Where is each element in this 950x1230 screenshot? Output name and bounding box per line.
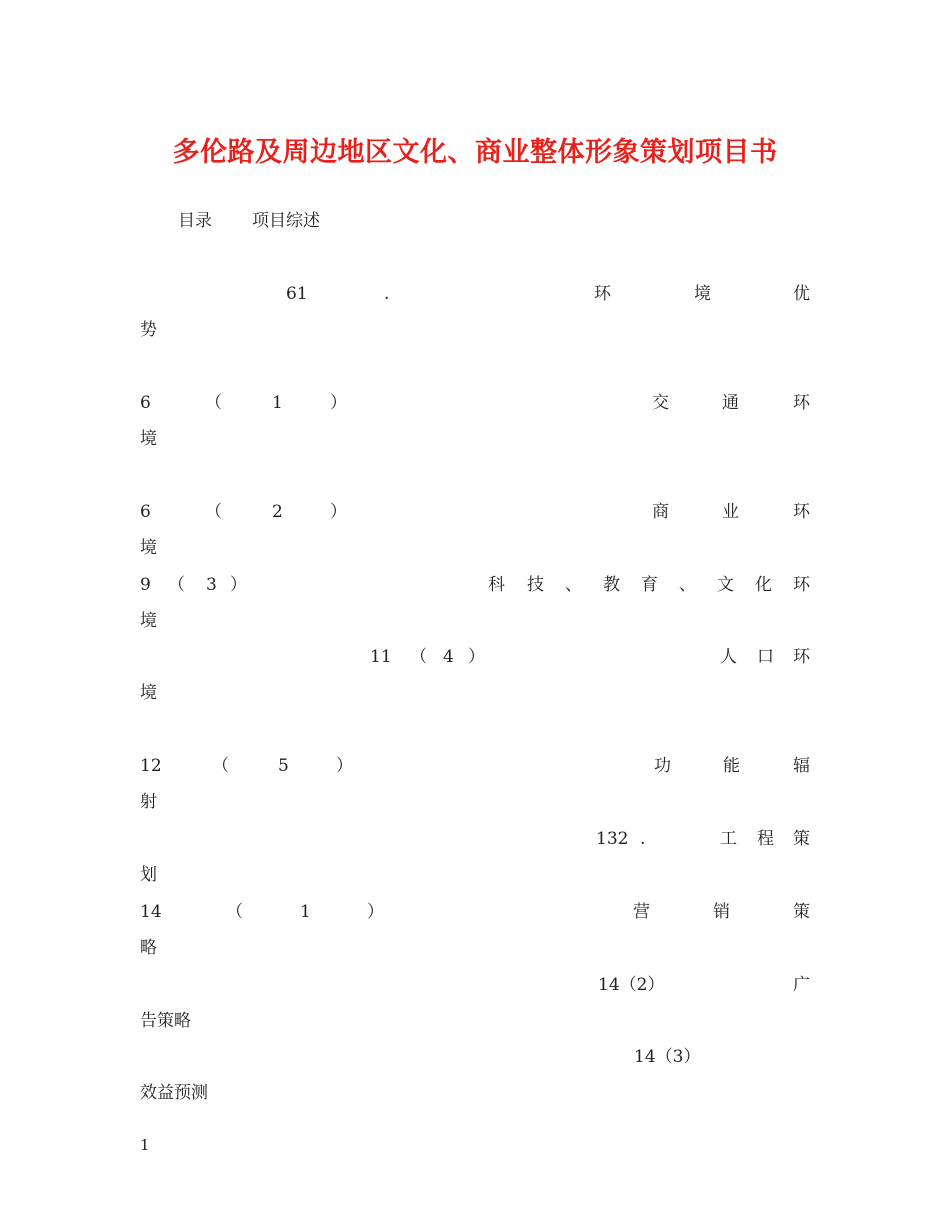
overview-label: 项目综述 [252, 211, 320, 231]
entry-char: 化 [755, 575, 772, 595]
entry-char: 辐 [793, 756, 810, 776]
entry-open-paren: （ [212, 756, 229, 776]
entry-open-paren: （ [168, 575, 185, 595]
entry-char: 环 [793, 647, 810, 667]
entry-char: 能 [723, 756, 740, 776]
entry-char: 环 [594, 284, 611, 304]
entry-wrap: 告策略 [140, 1011, 191, 1031]
entry-char: 广 [793, 975, 810, 995]
entry-page: 14 [140, 902, 162, 922]
entry-close-paren: ） [367, 902, 384, 922]
entry-page: 12 [140, 756, 162, 776]
entry-char: 、 [679, 575, 696, 595]
entry-page: 6 [140, 502, 151, 522]
entry-number: 1 [300, 902, 311, 922]
entry-page: 11 [370, 647, 392, 667]
entry-char: 通 [722, 393, 739, 413]
entry-char: 境 [694, 284, 711, 304]
entry-open-paren: （ [226, 902, 243, 922]
entry-char: 人 [720, 647, 737, 667]
entry-page-text: 14（2） [598, 975, 665, 995]
page-number: 1 [140, 1136, 150, 1154]
entry-page: 6 [140, 393, 151, 413]
entry-close-paren: ） [468, 647, 485, 667]
document-title: 多伦路及周边地区文化、商业整体形象策划项目书 [172, 137, 778, 168]
entry-char: 营 [633, 902, 650, 922]
entry-wrap: 射 [140, 792, 157, 812]
toc-label: 目录 [178, 211, 212, 231]
entry-char: 环 [793, 575, 810, 595]
entry-char: 口 [757, 647, 774, 667]
entry-char: 业 [722, 502, 739, 522]
entry-char: 工 [720, 829, 737, 849]
entry-number: 2 [272, 502, 283, 522]
entry-char: 育 [641, 575, 658, 595]
entry-number: 3 [206, 575, 217, 595]
entry-open-paren: （ [205, 393, 222, 413]
entry-char: 商 [652, 502, 669, 522]
entry-wrap: 境 [140, 683, 157, 703]
entry-marker: . [384, 284, 390, 304]
entry-number: 5 [278, 756, 289, 776]
entry-wrap: 境 [140, 611, 157, 631]
entry-char: 环 [793, 502, 810, 522]
entry-wrap: 势 [140, 320, 157, 340]
entry-char: 策 [793, 902, 810, 922]
entry-number: 1 [272, 393, 283, 413]
entry-close-paren: ） [330, 502, 347, 522]
entry-marker: . [640, 829, 646, 849]
entry-page: 61 [286, 284, 308, 304]
entry-char: 销 [713, 902, 730, 922]
entry-open-paren: （ [205, 502, 222, 522]
entry-close-paren: ） [336, 756, 353, 776]
entry-char: 环 [793, 393, 810, 413]
entry-wrap: 境 [140, 429, 157, 449]
entry-close-paren: ） [230, 575, 247, 595]
entry-char: 优 [793, 284, 810, 304]
entry-char: 功 [654, 756, 671, 776]
entry-page: 9 [140, 575, 151, 595]
entry-char: 教 [603, 575, 620, 595]
entry-char: 、 [565, 575, 582, 595]
entry-wrap: 效益预测 [140, 1083, 208, 1103]
entry-char: 文 [717, 575, 734, 595]
entry-page: 132 [596, 829, 629, 849]
entry-char: 技 [527, 575, 544, 595]
entry-char: 策 [793, 829, 810, 849]
entry-page-text: 14（3） [634, 1047, 701, 1067]
entry-char: 程 [757, 829, 774, 849]
entry-char: 科 [488, 575, 505, 595]
entry-wrap: 略 [140, 938, 157, 958]
entry-number: 4 [443, 647, 454, 667]
entry-char: 交 [652, 393, 669, 413]
entry-wrap: 境 [140, 538, 157, 558]
entry-open-paren: （ [410, 647, 427, 667]
entry-close-paren: ） [330, 393, 347, 413]
entry-wrap: 划 [140, 865, 157, 885]
